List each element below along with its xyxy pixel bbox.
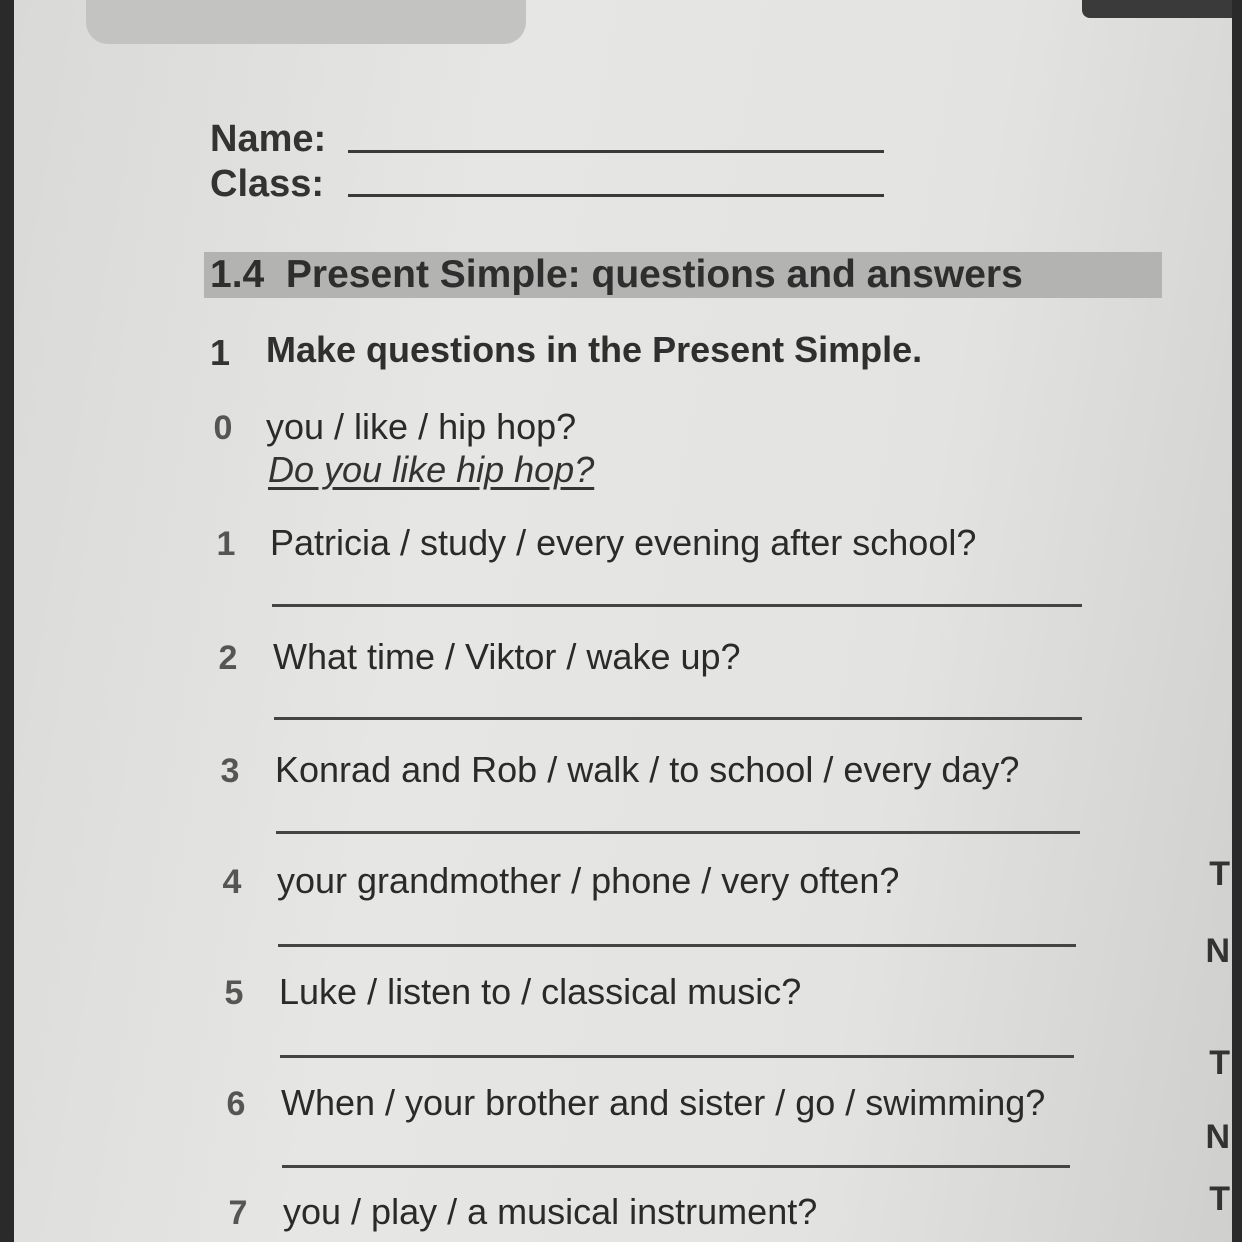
example-answer: Do you like hip hop? [268, 449, 595, 490]
question-number: 3 [220, 752, 240, 790]
name-field-line[interactable] [348, 150, 884, 153]
page-corner-shadow [1082, 0, 1232, 18]
question-prompt: your grandmother / phone / very often? [277, 860, 900, 901]
question-number: 5 [224, 974, 244, 1012]
question-number: 6 [226, 1085, 246, 1123]
question-prompt: you / play / a musical instrument? [283, 1191, 818, 1232]
question-number: 7 [228, 1194, 248, 1232]
worksheet-page [14, 0, 1232, 1242]
edge-glyph: N [1205, 932, 1230, 970]
question-prompt: Patricia / study / every evening after school? [270, 522, 977, 563]
question-number: 4 [222, 863, 242, 901]
edge-glyph: T [1209, 1044, 1230, 1082]
answer-line-6[interactable] [282, 1165, 1070, 1168]
answer-line-4[interactable] [278, 944, 1076, 947]
question-prompt: Luke / listen to / classical music? [279, 971, 802, 1012]
answer-line-5[interactable] [280, 1055, 1074, 1058]
section-title: Present Simple: questions and answers [285, 253, 1023, 296]
edge-glyph: T [1209, 1180, 1230, 1218]
question-number: 2 [218, 639, 238, 677]
exercise-number: 1 [210, 332, 231, 373]
answer-line-1[interactable] [272, 604, 1082, 607]
question-prompt: When / your brother and sister / go / swimming? [281, 1082, 1046, 1123]
edge-glyph: T [1209, 855, 1230, 893]
class-label: Class: [210, 163, 325, 205]
answer-line-2[interactable] [274, 717, 1082, 720]
class-field-line[interactable] [348, 194, 884, 197]
name-label: Name: [210, 118, 327, 160]
section-heading [210, 252, 1023, 298]
answer-line-3[interactable] [276, 831, 1080, 834]
question-prompt: Konrad and Rob / walk / to school / every day? [275, 749, 1020, 790]
example-prompt: you / like / hip hop? [266, 406, 577, 447]
example-number: 0 [213, 409, 233, 447]
exercise-instruction: Make questions in the Present Simple. [266, 329, 923, 370]
question-number: 1 [216, 525, 236, 563]
question-prompt: What time / Viktor / wake up? [273, 636, 741, 677]
binder-tab [86, 0, 526, 44]
edge-glyph: N [1205, 1118, 1230, 1156]
section-number: 1.4 [210, 253, 265, 296]
